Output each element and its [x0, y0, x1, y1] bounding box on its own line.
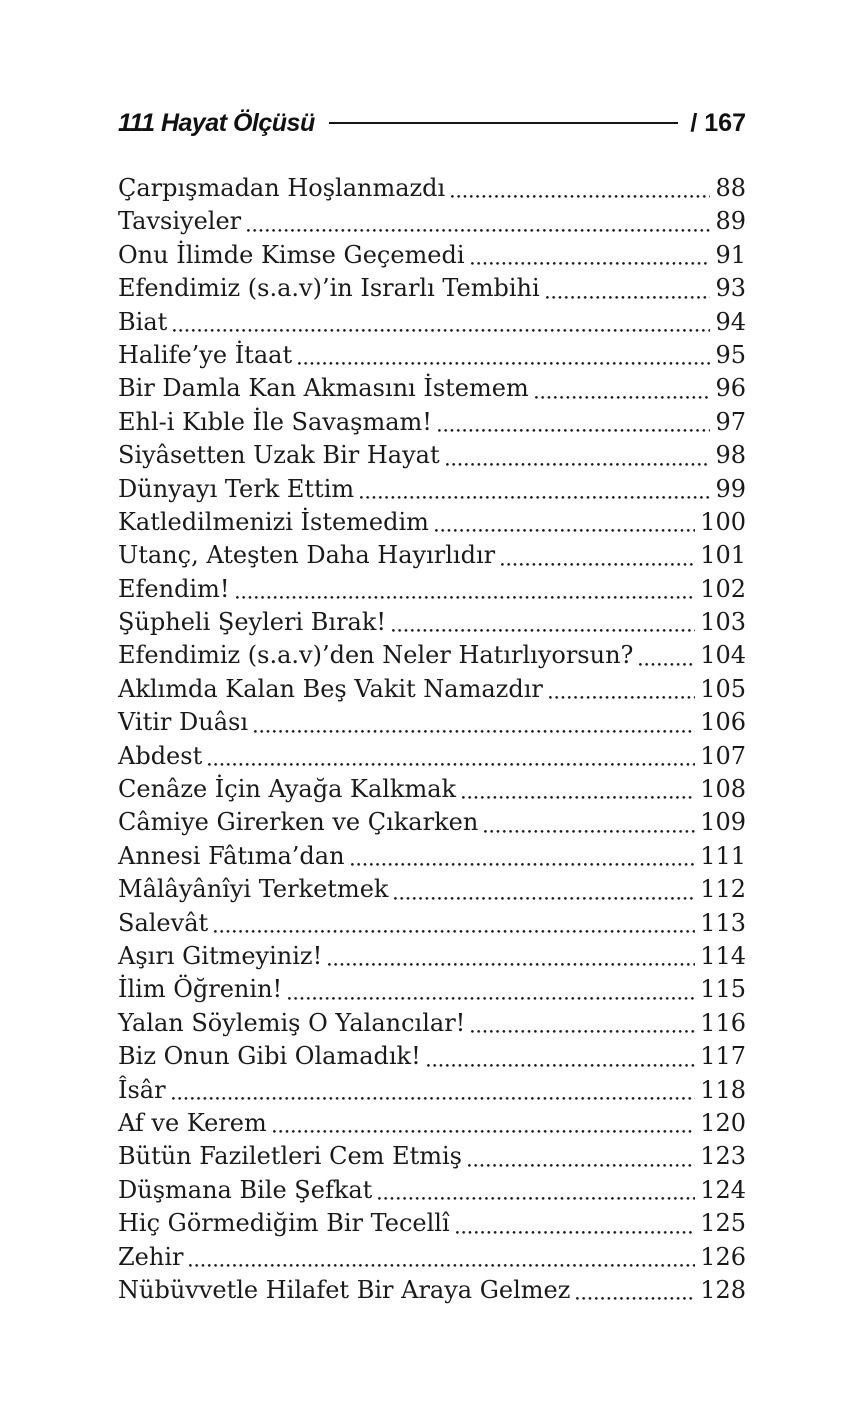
toc-entry-title: Dünyayı Terk Ettim [118, 474, 355, 503]
dot-leader [392, 629, 695, 632]
toc-entry-page-number: 107 [700, 741, 746, 770]
toc-entry-page-number: 112 [700, 875, 746, 904]
dot-leader [360, 496, 710, 499]
toc-entry-title: Biat [118, 307, 168, 336]
toc-entry-page-number: 95 [715, 340, 746, 369]
dot-leader [462, 796, 695, 799]
toc-entry [118, 239, 746, 272]
toc-entry-page-number: 93 [715, 274, 746, 303]
dot-leader [471, 262, 711, 265]
toc-entry-title: Efendimiz (s.a.v)’in Israrlı Tembihi [118, 274, 540, 303]
toc-entry-page-number: 100 [700, 507, 746, 536]
toc-entry-page-number: 115 [700, 975, 746, 1004]
toc-entry-page-number: 104 [700, 641, 746, 670]
dot-leader [435, 529, 695, 532]
toc-entry-page-number: 126 [700, 1242, 746, 1271]
toc-entry [118, 372, 746, 405]
toc-entry-title: Yalan Söylemiş O Yalancılar! [118, 1008, 466, 1037]
toc-entry-page-number: 97 [715, 407, 746, 436]
toc-entry-page-number: 106 [700, 708, 746, 737]
toc-entry-title: Abdest [118, 741, 203, 770]
toc-entry-page-number: 101 [700, 541, 746, 570]
toc-entry-title: Utanç, Ateşten Daha Hayırlıdır [118, 541, 496, 570]
dot-leader [471, 1030, 695, 1033]
toc-entry [118, 907, 746, 940]
toc-entry-title: Aklımda Kalan Beş Vakit Namazdır [118, 674, 543, 703]
toc-entry [118, 1140, 746, 1173]
toc-entry-title: Salevât [118, 908, 209, 937]
toc-entry [118, 205, 746, 238]
dot-leader [639, 663, 695, 666]
toc-entry [118, 406, 746, 439]
dot-leader [394, 897, 695, 900]
toc-entry [118, 1040, 746, 1073]
toc-entry [118, 1174, 746, 1207]
toc-entry [118, 306, 746, 339]
toc-entry-title: Hiç Görmediğim Bir Tecellî [118, 1209, 450, 1238]
toc-entry [118, 873, 746, 906]
toc-entry-title: Zehir [118, 1242, 184, 1271]
toc-entry-page-number: 98 [715, 441, 746, 470]
dot-leader [172, 1097, 696, 1100]
dot-leader [247, 229, 710, 232]
dot-leader [254, 730, 695, 733]
toc-entry [118, 473, 746, 506]
dot-leader [328, 963, 695, 966]
toc-entry-title: Katledilmenizi İstemedim [118, 507, 429, 536]
toc-entry-page-number: 105 [700, 674, 746, 703]
running-header [118, 108, 746, 138]
toc-entry [118, 940, 746, 973]
toc-entry-page-number: 103 [700, 608, 746, 637]
toc-entry-page-number: 102 [700, 574, 746, 603]
dot-leader [214, 930, 695, 933]
toc-entry-title: Halife’ye İtaat [118, 340, 293, 369]
toc-entry-title: Düşmana Bile Şefkat [118, 1175, 373, 1204]
dot-leader [484, 830, 695, 833]
header-page-number: / 167 [690, 108, 746, 137]
dot-leader [468, 1164, 695, 1167]
dot-leader [501, 563, 695, 566]
dot-leader [351, 863, 696, 866]
dot-leader [451, 195, 710, 198]
toc-entry-title: Onu İlimde Kimse Geçemedi [118, 240, 465, 269]
toc-entry [118, 639, 746, 672]
toc-entry-title: Mâlâyânîyi Terketmek [118, 875, 389, 904]
toc-entry [118, 1107, 746, 1140]
toc-entry-page-number: 96 [715, 374, 746, 403]
toc-entry [118, 573, 746, 606]
toc-entry-page-number: 114 [700, 941, 746, 970]
toc-entry-page-number: 99 [715, 474, 746, 503]
toc-entry-title: Cenâze İçin Ayağa Kalkmak [118, 775, 457, 804]
toc-entry [118, 740, 746, 773]
dot-leader [446, 463, 711, 466]
toc-entry-title: İlim Öğrenin! [118, 975, 283, 1004]
toc-entry-page-number: 118 [700, 1075, 746, 1104]
toc-entry-title: Siyâsetten Uzak Bir Hayat [118, 441, 440, 470]
toc-entry [118, 272, 746, 305]
toc-entry-page-number: 91 [715, 240, 746, 269]
toc-entry-title: Şüpheli Şeyleri Bırak! [118, 608, 387, 637]
dot-leader [456, 1231, 696, 1234]
toc-entry [118, 773, 746, 806]
table-of-contents [118, 172, 746, 1307]
toc-entry [118, 1207, 746, 1240]
toc-entry-title: Bir Damla Kan Akmasını İstemem [118, 374, 529, 403]
toc-entry-page-number: 117 [700, 1042, 746, 1071]
toc-entry-page-number: 94 [715, 307, 746, 336]
toc-entry-title: Annesi Fâtıma’dan [118, 841, 345, 870]
toc-entry-title: Ehl-i Kıble İle Savaşmam! [118, 407, 432, 436]
toc-entry [118, 1007, 746, 1040]
toc-entry [118, 172, 746, 205]
dot-leader [288, 997, 695, 1000]
dot-leader [236, 596, 696, 599]
toc-entry-page-number: 125 [700, 1209, 746, 1238]
dot-leader [208, 763, 695, 766]
toc-entry-page-number: 116 [700, 1008, 746, 1037]
dot-leader [438, 429, 711, 432]
toc-entry-page-number: 108 [700, 775, 746, 804]
toc-entry-title: Nübüvvetle Hilafet Bir Araya Gelmez [118, 1275, 571, 1304]
toc-entry-title: Aşırı Gitmeyiniz! [118, 941, 323, 970]
toc-entry-title: Îsâr [118, 1075, 166, 1104]
dot-leader [535, 396, 711, 399]
dot-leader [576, 1297, 695, 1300]
toc-entry-page-number: 88 [715, 174, 746, 202]
toc-entry-title: Efendim! [118, 574, 230, 603]
toc-entry-page-number: 109 [700, 808, 746, 837]
toc-entry [118, 1241, 746, 1274]
toc-entry [118, 1074, 746, 1107]
toc-entry [118, 439, 746, 472]
toc-entry-page-number: 124 [700, 1175, 746, 1204]
book-page [118, 108, 746, 1307]
dot-leader [546, 296, 711, 299]
toc-entry [118, 506, 746, 539]
book-title: 111 Hayat Ölçüsü [118, 108, 315, 137]
dot-leader [189, 1264, 695, 1267]
toc-entry-title: Câmiye Girerken ve Çıkarken [118, 808, 479, 837]
toc-entry-title: Biz Onun Gibi Olamadık! [118, 1042, 421, 1071]
dot-leader [173, 329, 710, 332]
header-rule [329, 122, 679, 125]
toc-entry-title: Çarpışmadan Hoşlanmazdı [118, 174, 446, 202]
toc-entry-title: Bütün Faziletleri Cem Etmiş [118, 1142, 462, 1171]
toc-entry-title: Efendimiz (s.a.v)’den Neler Hatırlıyorsun? [118, 641, 634, 670]
dot-leader [549, 696, 695, 699]
dot-leader [427, 1064, 695, 1067]
toc-entry-page-number: 128 [700, 1275, 746, 1304]
dot-leader [298, 362, 710, 365]
toc-entry-page-number: 113 [700, 908, 746, 937]
toc-entry-page-number: 123 [700, 1142, 746, 1171]
toc-entry-title: Tavsiyeler [118, 207, 242, 236]
toc-entry [118, 806, 746, 839]
toc-entry-page-number: 120 [700, 1108, 746, 1137]
toc-entry [118, 840, 746, 873]
toc-entry-title: Vitir Duâsı [118, 708, 249, 737]
toc-entry-page-number: 89 [715, 207, 746, 236]
toc-entry [118, 539, 746, 572]
toc-entry [118, 1274, 746, 1307]
toc-entry [118, 973, 746, 1006]
dot-leader [273, 1130, 695, 1133]
toc-entry [118, 706, 746, 739]
toc-entry [118, 339, 746, 372]
dot-leader [378, 1197, 695, 1200]
toc-entry-page-number: 111 [700, 841, 746, 870]
toc-entry [118, 673, 746, 706]
toc-entry-title: Af ve Kerem [118, 1108, 267, 1137]
toc-entry [118, 606, 746, 639]
